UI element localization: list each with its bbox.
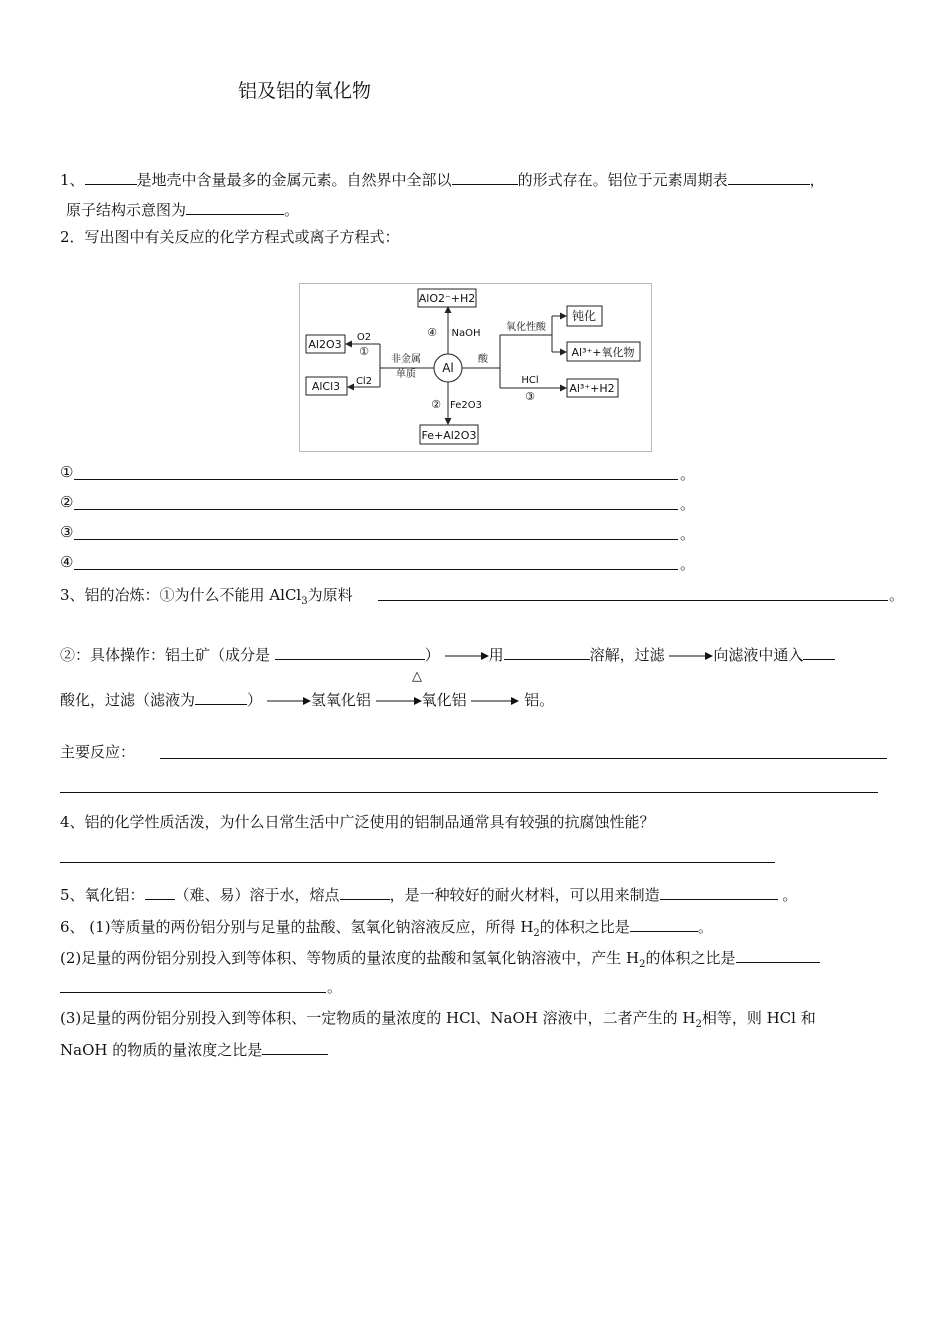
q4-answer-blank[interactable] [60,862,775,863]
arrow-icon [669,651,713,661]
q6-blank-ratio1[interactable] [630,915,698,932]
diagram-right-bottom-product: Al³⁺+H2 [569,382,615,395]
page-title: 铝及铝的氧化物 [238,80,372,102]
q2-answer-line: ④ 。 [60,553,696,573]
q3-main-reaction-label: 主要反应： [60,743,136,761]
diagram-num1: ① [359,345,369,358]
diagram-left-bottom-product: AlCl3 [311,380,341,393]
diagram-label-hcl: HCl [521,375,539,386]
q3-step-line2: 酸化，过滤（滤液为 ） 氢氧化铝 氧化铝 铝。 [60,688,554,710]
q6-part1: 6、 (1)等质量的两份铝分别与足量的盐酸、氢氧化钠溶液反应，所得 $H_2$的体积之比是 。 [60,915,713,937]
q3-blank-solvent[interactable] [504,643,590,660]
q6-part2: (2)足量的两份铝分别投入到等体积、等物质的量浓度的盐酸和氢氧化钠溶液中，产生 $H_2$的体积之比是 [60,946,820,968]
diagram-top-product: AlO2⁻+H2 [418,292,476,305]
diagram-label-oxidizing-acid: 氧化性酸 [506,322,546,333]
q6-blank-ratio3[interactable] [262,1038,328,1055]
diagram-label-acid: 酸 [478,354,488,365]
arrow-icon [445,651,489,661]
diagram-bottom-product: Fe+Al2O3 [421,429,477,442]
q1-blank-structure[interactable] [186,198,284,215]
q1-blank-period[interactable] [728,168,810,185]
arrow-icon [471,696,519,706]
q1-blank-form[interactable] [452,168,518,185]
diagram-center: Al [442,361,454,375]
q6-part3: (3)足量的两份铝分别投入到等体积、一定物质的量浓度的 HCl、NaOH 溶液中，二者产生的 $H_2$相等，则 HCl 和 [60,1009,816,1030]
diagram-label-elemental: 单质 [396,369,416,380]
q6-part3-line2: NaOH 的物质的量浓度之比是 [60,1038,328,1060]
q2-answer-line: ③ 。 [60,523,696,543]
q2-answer-line: ② 。 [60,493,696,513]
q3-line1: 3、铝的冶炼：①为什么不能用 AlCl$_3$为原料 [60,586,353,607]
q3-line1-end: 。 [889,586,905,604]
q5-blank-use[interactable] [660,883,778,900]
diagram-right-top-product: 钝化 [571,309,597,323]
q3-step-line1: ②：具体操作：铝土矿（成分是 ） 用 溶解，过滤 向滤液中通入 [60,643,835,665]
q2-prompt: 2．写出图中有关反应的化学方程式或离子方程式： [60,228,400,246]
diagram-num2: ② [431,398,441,411]
reaction-diagram [299,283,652,452]
diagram-label-nonmetal: 非金属 [391,354,421,365]
answer-blank[interactable] [74,569,678,570]
q3-blank-filtrate[interactable] [195,688,247,705]
q1-line2: 原子结构示意图为 。 [66,198,299,220]
q5-blank-solubility[interactable] [145,883,175,900]
arrow-icon [376,696,422,706]
diagram-label-cl2: Cl2 [355,376,373,387]
q5-blank-melting[interactable] [340,883,390,900]
diagram-num3: ③ [525,390,535,403]
answer-blank[interactable] [74,539,678,540]
q6-part2-end: 。 [327,978,343,996]
q1-line1: 1、 是地壳中含量最多的金属元素。自然界中全部以 的形式存在。铝位于元素周期表 ， [60,168,825,190]
diagram-num4: ④ [427,326,437,339]
q6-blank-ratio2-cont[interactable] [60,992,326,993]
q3-main-reaction-blank[interactable] [160,758,887,759]
diagram-right-mid-product: Al³⁺+氧化物 [571,346,635,359]
q1-blank-element[interactable] [85,168,137,185]
q3-blank-gas[interactable] [803,643,835,660]
q4-prompt: 4、铝的化学性质活泼，为什么日常生活中广泛使用的铝制品通常具有较强的抗腐蚀性能？ [60,813,655,831]
diagram-left-top-product: Al2O3 [308,338,342,351]
q2-answer-line: ① 。 [60,463,696,483]
q6-blank-ratio2[interactable] [736,946,820,963]
diagram-label-naoh: NaOH [451,328,481,339]
answer-blank[interactable] [74,479,678,480]
q3-blank-composition[interactable] [275,643,425,660]
heat-symbol: △ [412,669,422,684]
diagram-label-o2: O2 [356,332,372,343]
q5-line: 5、氧化铝： （难、易）溶于水，熔点 ，是一种较好的耐火材料，可以用来制造 。 [60,883,797,905]
arrow-icon [267,696,311,706]
q3-main-reaction-blank-2[interactable] [60,792,878,793]
answer-blank[interactable] [74,509,678,510]
q3-reason-blank[interactable] [378,600,888,601]
diagram-label-fe2o3: Fe2O3 [450,400,482,411]
